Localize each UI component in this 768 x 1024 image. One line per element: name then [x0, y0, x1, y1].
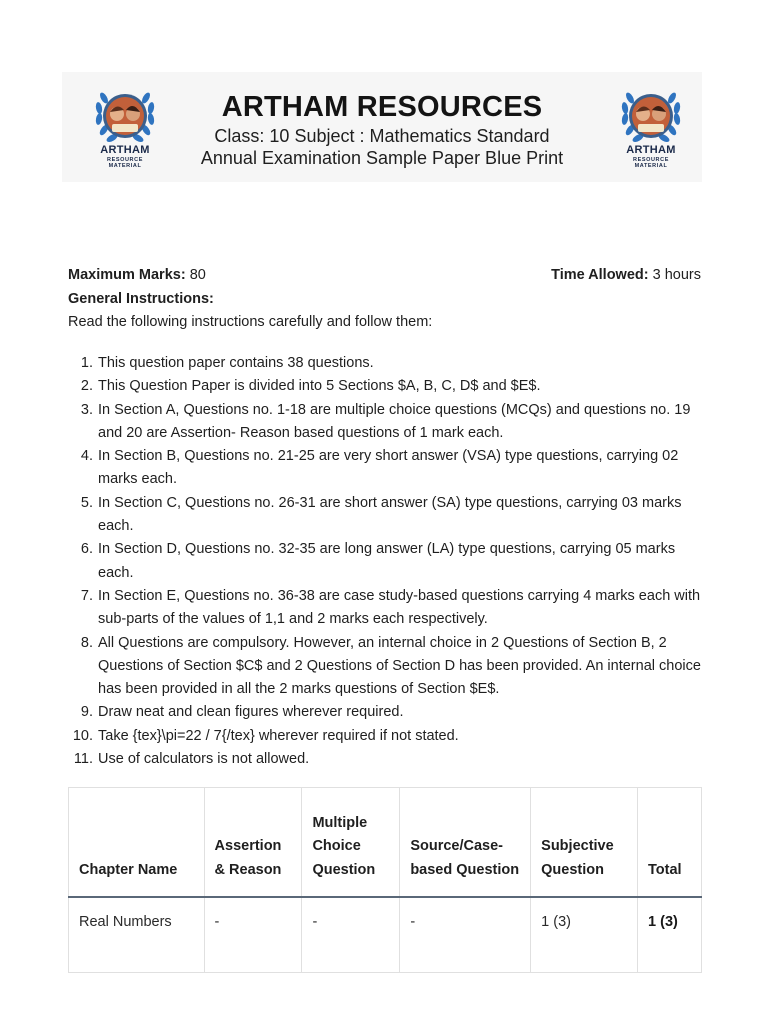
instruction-number: 8. — [80, 634, 93, 651]
instructions-list — [68, 352, 704, 771]
time-allowed — [551, 265, 701, 285]
instruction-item — [68, 585, 704, 632]
instruction-item — [68, 632, 704, 702]
logo-wordmark: ARTHAM — [100, 144, 150, 156]
table-cell-case-based: - — [400, 897, 531, 973]
instruction-item — [68, 492, 704, 539]
column-header-chapter: Chapter Name — [69, 788, 205, 898]
maximum-marks-label: Maximum Marks: — [68, 267, 186, 283]
column-header-subjective: Subjective Question — [531, 788, 638, 898]
instructions-intro: Read the following instructions carefully and follow them: — [68, 314, 433, 330]
page-title: ARTHAM RESOURCES — [221, 91, 543, 123]
header-banner — [62, 72, 702, 182]
instruction-number: 3. — [80, 401, 93, 418]
table-row — [69, 897, 702, 973]
instruction-item — [68, 538, 704, 585]
instruction-text: In Section A, Questions no. 1-18 are multiple choice questions (MCQs) and questions no. 19 and 20 are Assertion- Reason based questions of 1 mark each. — [98, 401, 691, 441]
logo-tagline: RESOURCE MATERIAL — [633, 157, 669, 169]
table-header-row — [69, 788, 702, 898]
instruction-number: 6. — [80, 541, 93, 558]
table-cell-mcq: - — [302, 897, 400, 973]
instruction-item — [68, 748, 704, 771]
laurel-wreath-icon — [616, 84, 686, 144]
page-subtitle-exam: Annual Examination Sample Paper Blue Print — [200, 148, 564, 168]
instruction-text: Use of calculators is not allowed. — [98, 751, 310, 768]
instruction-text: In Section E, Questions no. 36-38 are case study-based questions carrying 4 marks each with sub-parts of the values of 1,1 and 2 marks each respectively. — [98, 587, 701, 628]
instruction-text: All Questions are compulsory. However, an internal choice in 2 Questions of Section B, 2 Questions of Section $C$ and 2 Questions of Section D has been provided. An internal choice has been provided in all the 2 marks questions of Section $E$. — [98, 634, 701, 698]
table-cell-assertion-reason: - — [204, 897, 302, 973]
instruction-text: This Question Paper is divided into 5 Sections $A, B, C, D$ and $E$. — [98, 378, 541, 395]
maximum-marks — [68, 265, 206, 285]
instruction-number: 5. — [80, 494, 93, 511]
instruction-text: In Section B, Questions no. 21-25 are very short answer (VSA) type questions, carrying 02 marks each. — [98, 448, 679, 488]
instruction-number: 2. — [80, 378, 93, 395]
column-header-case-based: Source/Case-based Question — [400, 788, 531, 898]
instruction-item — [68, 352, 704, 375]
instruction-number: 1. — [80, 355, 93, 371]
time-allowed-value: 3 hours — [652, 267, 701, 283]
table-cell-total: 1 (3) — [638, 897, 702, 973]
maximum-marks-value: 80 — [189, 267, 206, 283]
instructions-heading: General Instructions: — [68, 291, 214, 307]
logo-wordmark: ARTHAM — [626, 144, 676, 156]
instruction-text: In Section C, Questions no. 26-31 are short answer (SA) type questions, carrying 03 marks each. — [98, 494, 682, 535]
column-header-assertion-reason: Assertion & Reason — [204, 788, 302, 898]
instruction-item — [68, 375, 704, 398]
instruction-text: Take {tex}\pi=22 / 7{/tex} wherever required if not stated. — [98, 727, 459, 744]
blueprint-table — [68, 787, 702, 973]
instruction-text: Draw neat and clean figures wherever required. — [98, 704, 404, 721]
table-cell-chapter: Real Numbers — [69, 897, 205, 973]
instruction-number: 10. — [72, 727, 93, 744]
instruction-item — [68, 725, 704, 748]
table-cell-subjective: 1 (3) — [531, 897, 638, 973]
instruction-number: 4. — [80, 448, 93, 465]
column-header-total: Total — [638, 788, 702, 898]
logo-tagline: RESOURCE MATERIAL — [107, 157, 143, 169]
instruction-number: 9. — [80, 704, 93, 721]
instruction-text: In Section D, Questions no. 32-35 are long answer (LA) type questions, carrying 05 marks each. — [98, 541, 676, 581]
instruction-text: This question paper contains 38 questions. — [98, 355, 374, 371]
instruction-item — [68, 701, 704, 724]
instruction-number: 7. — [80, 587, 93, 604]
page-subtitle-class: Class: 10 Subject : Mathematics Standard — [214, 126, 550, 146]
artham-logo — [616, 84, 686, 169]
instruction-item — [68, 399, 704, 446]
instruction-number: 11. — [73, 751, 93, 768]
time-allowed-label: Time Allowed: — [551, 267, 649, 283]
instruction-item — [68, 445, 704, 492]
column-header-mcq: Multiple Choice Question — [302, 788, 400, 898]
